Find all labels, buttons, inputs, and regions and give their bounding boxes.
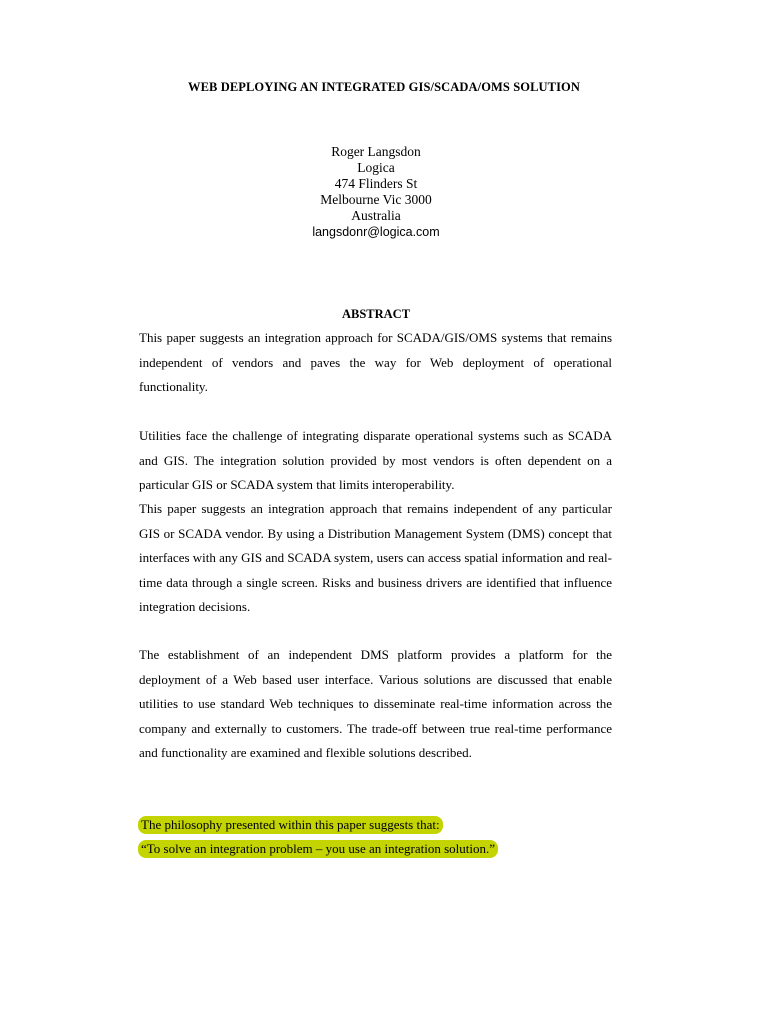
paper-title: WEB DEPLOYING AN INTEGRATED GIS/SCADA/OMS SOLUTION xyxy=(188,80,580,94)
abstract-paragraph: The establishment of an independent DMS platform provides a platform for the deployment of a Web based user interface. Various solutions are discussed that enable utilities to use standard Web techniques to disseminate real-time information across the company and externally to customers. The trade-off between true real-time performance and functionality are examined and flexible solutions described. xyxy=(139,647,612,760)
author-street: 474 Flinders St xyxy=(334,176,418,191)
author-email: langsdonr@logica.com xyxy=(312,225,440,239)
abstract-heading: ABSTRACT xyxy=(341,307,411,321)
author-city: Melbourne Vic 3000 xyxy=(320,192,432,207)
abstract-paragraph: Utilities face the challenge of integrating disparate operational systems such as SCADA and GIS. The integration solution provided by most vendors is often dependent on a particular GIS or SCADA system that limits interoperability. xyxy=(139,428,612,492)
highlighted-text: The philosophy presented within this paper suggests that: xyxy=(138,816,443,834)
author-country: Australia xyxy=(351,208,401,223)
abstract-paragraph: This paper suggests an integration approach for SCADA/GIS/OMS systems that remains independent of vendors and paves the way for Web deployment of operational functionality. xyxy=(139,330,612,394)
author-block xyxy=(0,144,752,240)
author-organization: Logica xyxy=(357,160,395,175)
author-name: Roger Langsdon xyxy=(331,144,421,159)
abstract-paragraph: This paper suggests an integration approach that remains independent of any particular GIS or SCADA vendor. By using a Distribution Management System (DMS) concept that interfaces with any GIS and SCADA system, users can access spatial information and real-time data through a single screen. Risks and business drivers are identified that influence integration decisions. xyxy=(139,501,612,614)
highlighted-quote: “To solve an integration problem – you use an integration solution.” xyxy=(138,840,498,858)
